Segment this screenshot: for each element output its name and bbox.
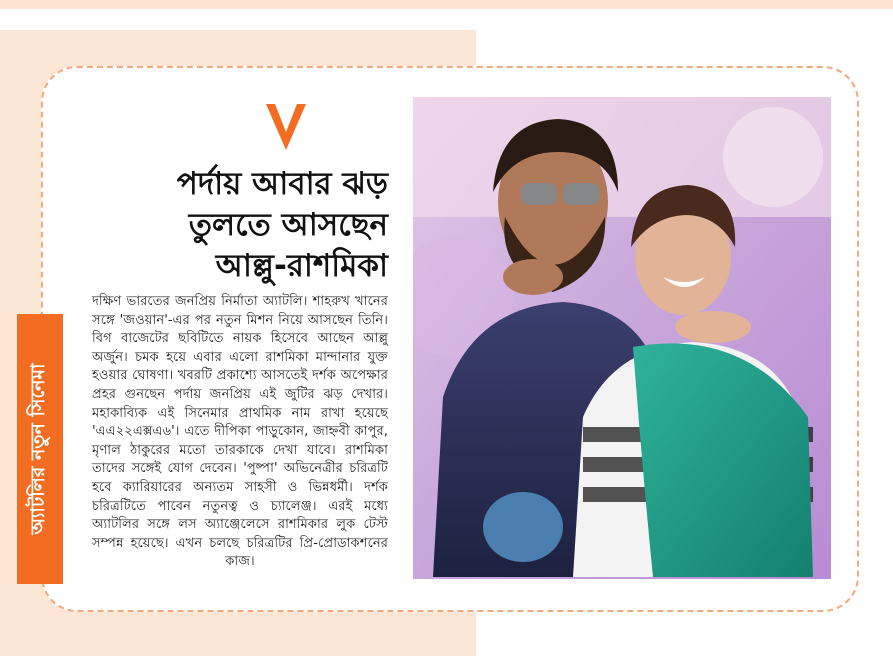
section-tab (17, 314, 63, 584)
down-chevron-icon (266, 104, 306, 150)
headline-line: তুলতে আসছেন (188, 207, 388, 243)
headline (110, 164, 388, 287)
section-label: অ্যাটলির নতুন সিনেমা (27, 363, 49, 535)
article-body: দক্ষিণ ভারতের জনপ্রিয় নির্মাতা অ্যাটলি। শাহরুখ খানের সঙ্গে 'জওয়ান'-এর পর নতুন মিশন নিয়ে আসছেন তিনি। বিগ বাজেটের ছবিটিতে নায়ক হিসেবে আছেন আল্লু অর্জুন। চমক হয়ে এবার এলো রাশমিকা মান্দানার যুক্ত হওয়ার ঘোষণা। খবরটি প্রকাশ্যে আসতেই দর্শক অপেক্ষার প্রহর গুনছেন পর্দায় জনপ্রিয় এই জুটির ঝড় দেখার। মহাকাব্যিক এই সিনেমার প্রাথমিক নাম রাখা হয়েছে 'এএ২২এক্সএ৬'। এতে দীপিকা পাড়ুকোন, জাহ্নবী কাপুর, মৃণাল ঠাকুরের মতো তারকাকে দেখা যাবে। রাশমিকা তাদের সঙ্গেই যোগ দেবেন। 'পুষ্পা' অভিনেত্রীর চরিত্রটি হবে ক্যারিয়ারের অন্যতম সাহসী ও ভিন্নধর্মী। দর্শক চরিত্রটিতে পাবেন নতুনত্ব ও চ্যালেঞ্জ। এরই মধ্যে অ্যাটলির সঙ্গে লস অ্যাঞ্জেলেসে রাশমিকার লুক টেস্ট সম্পন্ন হয়েছে। এখন চলছে চরিত্রটির প্রি-প্রোডাকশনের কাজ। (92, 294, 388, 570)
article-photo (413, 97, 831, 579)
top-strip (0, 0, 893, 9)
headline-line: পর্দায় আবার ঝড় (176, 166, 388, 202)
headline-line: আল্লু-রাশমিকা (215, 248, 388, 284)
